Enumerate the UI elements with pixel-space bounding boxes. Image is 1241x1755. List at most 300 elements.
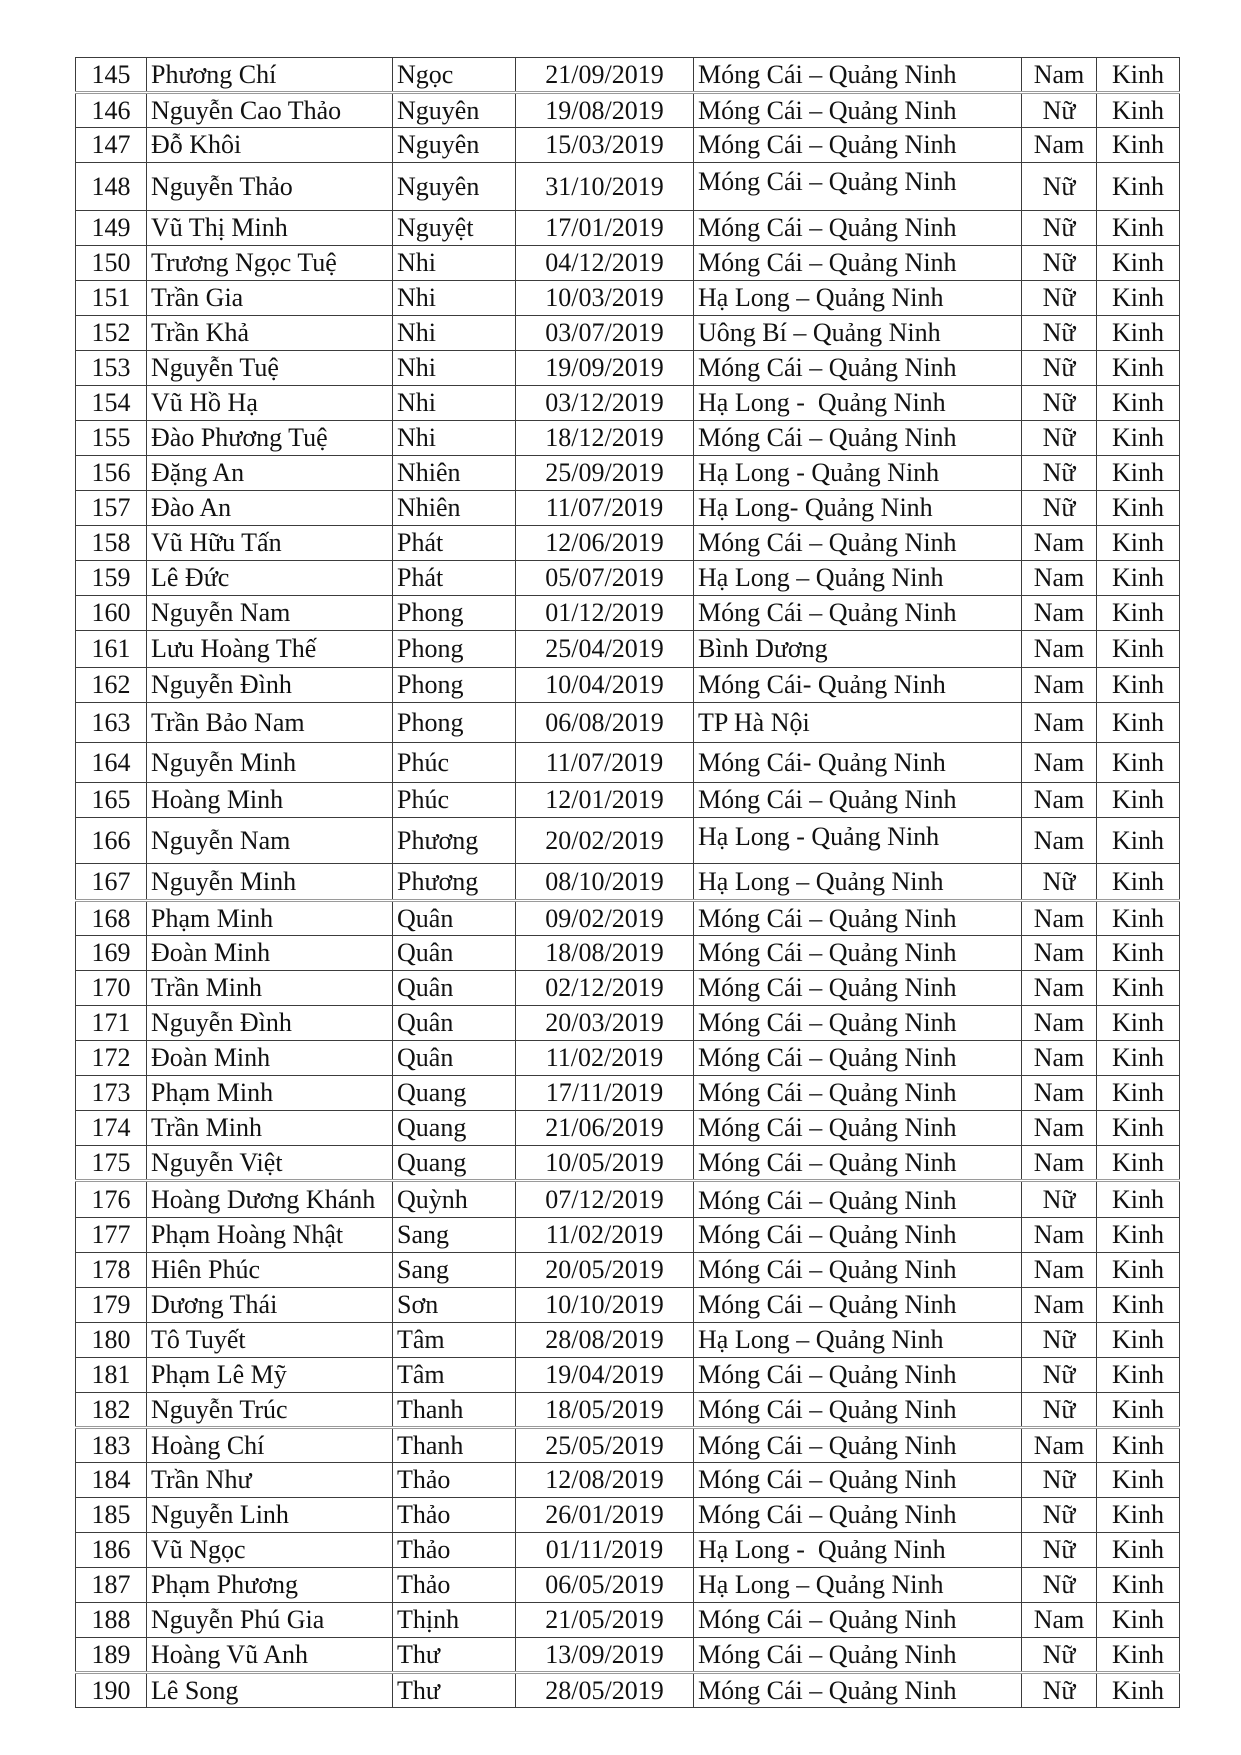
ethnicity-cell: Kinh — [1097, 743, 1180, 783]
ethnicity-cell: Kinh — [1097, 561, 1180, 596]
birthplace-cell: Móng Cái – Quảng Ninh — [694, 1638, 1022, 1673]
gender-cell: Nữ — [1022, 1568, 1097, 1603]
gender-cell: Nữ — [1022, 281, 1097, 316]
date-of-birth-cell: 21/06/2019 — [516, 1111, 694, 1146]
family-middle-name-cell: Nguyễn Đình — [147, 668, 393, 703]
date-of-birth-cell: 31/10/2019 — [516, 163, 694, 211]
gender-cell: Nam — [1022, 783, 1097, 818]
date-of-birth-cell: 19/04/2019 — [516, 1358, 694, 1393]
ethnicity-cell: Kinh — [1097, 281, 1180, 316]
family-middle-name-cell: Lê Song — [147, 1673, 393, 1708]
gender-cell: Nam — [1022, 971, 1097, 1006]
family-middle-name-cell: Đào Phương Tuệ — [147, 421, 393, 456]
ethnicity-cell: Kinh — [1097, 1146, 1180, 1181]
ethnicity-cell: Kinh — [1097, 316, 1180, 351]
given-name-cell: Quỳnh — [393, 1181, 516, 1218]
table-row — [76, 491, 1180, 526]
family-middle-name-cell: Nguyễn Việt — [147, 1146, 393, 1181]
table-row — [76, 526, 1180, 561]
given-name-cell: Nhi — [393, 316, 516, 351]
family-middle-name-cell: Đoàn Minh — [147, 936, 393, 971]
table-row — [76, 1218, 1180, 1253]
birthplace-cell: Móng Cái – Quảng Ninh — [694, 128, 1022, 163]
row-number-cell: 162 — [76, 668, 147, 703]
birthplace-cell: Móng Cái – Quảng Ninh — [694, 211, 1022, 246]
table-row — [76, 1568, 1180, 1603]
birthplace-cell: Hạ Long - Quảng Ninh — [694, 456, 1022, 491]
birthplace-cell: TP Hà Nội — [694, 703, 1022, 743]
table-row — [76, 1111, 1180, 1146]
family-middle-name-cell: Trần Minh — [147, 971, 393, 1006]
date-of-birth-cell: 12/08/2019 — [516, 1463, 694, 1498]
date-of-birth-cell: 12/06/2019 — [516, 526, 694, 561]
birthplace-cell: Móng Cái – Quảng Ninh — [694, 1498, 1022, 1533]
birthplace-cell: Hạ Long – Quảng Ninh — [694, 1568, 1022, 1603]
given-name-cell: Nguyên — [393, 93, 516, 128]
row-number-cell: 174 — [76, 1111, 147, 1146]
family-middle-name-cell: Hoàng Dương Khánh — [147, 1181, 393, 1218]
table-row — [76, 668, 1180, 703]
given-name-cell: Tâm — [393, 1323, 516, 1358]
ethnicity-cell: Kinh — [1097, 1393, 1180, 1428]
gender-cell: Nam — [1022, 561, 1097, 596]
table-row — [76, 1463, 1180, 1498]
given-name-cell: Thanh — [393, 1393, 516, 1428]
row-number-cell: 175 — [76, 1146, 147, 1181]
gender-cell: Nữ — [1022, 421, 1097, 456]
row-number-cell: 147 — [76, 128, 147, 163]
birthplace-cell: Móng Cái – Quảng Ninh — [694, 1393, 1022, 1428]
table-row — [76, 1323, 1180, 1358]
row-number-cell: 173 — [76, 1076, 147, 1111]
birthplace-cell: Móng Cái – Quảng Ninh — [694, 1463, 1022, 1498]
family-middle-name-cell: Vũ Thị Minh — [147, 211, 393, 246]
family-middle-name-cell: Trần Gia — [147, 281, 393, 316]
ethnicity-cell: Kinh — [1097, 596, 1180, 631]
gender-cell: Nam — [1022, 1253, 1097, 1288]
birthplace-cell: Móng Cái – Quảng Ninh — [694, 783, 1022, 818]
date-of-birth-cell: 19/09/2019 — [516, 351, 694, 386]
birthplace-cell: Móng Cái – Quảng Ninh — [694, 971, 1022, 1006]
given-name-cell: Quang — [393, 1146, 516, 1181]
family-middle-name-cell: Phương Chí — [147, 58, 393, 93]
table-row — [76, 1533, 1180, 1568]
row-number-cell: 170 — [76, 971, 147, 1006]
ethnicity-cell: Kinh — [1097, 668, 1180, 703]
date-of-birth-cell: 10/04/2019 — [516, 668, 694, 703]
family-middle-name-cell: Nguyễn Phú Gia — [147, 1603, 393, 1638]
table-row — [76, 163, 1180, 211]
ethnicity-cell: Kinh — [1097, 1673, 1180, 1708]
birthplace-cell: Hạ Long - Quảng Ninh — [694, 1533, 1022, 1568]
gender-cell: Nam — [1022, 1428, 1097, 1463]
given-name-cell: Phong — [393, 596, 516, 631]
ethnicity-cell: Kinh — [1097, 351, 1180, 386]
row-number-cell: 167 — [76, 864, 147, 901]
family-middle-name-cell: Trần Bảo Nam — [147, 703, 393, 743]
row-number-cell: 186 — [76, 1533, 147, 1568]
given-name-cell: Quang — [393, 1111, 516, 1146]
given-name-cell: Sang — [393, 1253, 516, 1288]
given-name-cell: Phong — [393, 703, 516, 743]
given-name-cell: Thư — [393, 1638, 516, 1673]
ethnicity-cell: Kinh — [1097, 901, 1180, 936]
date-of-birth-cell: 06/05/2019 — [516, 1568, 694, 1603]
row-number-cell: 190 — [76, 1673, 147, 1708]
gender-cell: Nam — [1022, 1041, 1097, 1076]
gender-cell: Nam — [1022, 1006, 1097, 1041]
gender-cell: Nữ — [1022, 1498, 1097, 1533]
ethnicity-cell: Kinh — [1097, 1463, 1180, 1498]
birthplace-cell: Hạ Long – Quảng Ninh — [694, 561, 1022, 596]
table-row — [76, 596, 1180, 631]
gender-cell: Nữ — [1022, 456, 1097, 491]
family-middle-name-cell: Hoàng Vũ Anh — [147, 1638, 393, 1673]
given-name-cell: Nguyên — [393, 163, 516, 211]
date-of-birth-cell: 25/04/2019 — [516, 631, 694, 668]
birthplace-cell: Móng Cái – Quảng Ninh — [694, 1111, 1022, 1146]
table-row — [76, 561, 1180, 596]
given-name-cell: Phong — [393, 631, 516, 668]
ethnicity-cell: Kinh — [1097, 818, 1180, 864]
family-middle-name-cell: Phạm Minh — [147, 901, 393, 936]
row-number-cell: 154 — [76, 386, 147, 421]
date-of-birth-cell: 20/02/2019 — [516, 818, 694, 864]
date-of-birth-cell: 07/12/2019 — [516, 1181, 694, 1218]
table-row — [76, 211, 1180, 246]
date-of-birth-cell: 05/07/2019 — [516, 561, 694, 596]
given-name-cell: Nhi — [393, 351, 516, 386]
table-row — [76, 1181, 1180, 1218]
gender-cell: Nam — [1022, 128, 1097, 163]
table-row — [76, 631, 1180, 668]
birthplace-cell: Móng Cái – Quảng Ninh — [694, 421, 1022, 456]
ethnicity-cell: Kinh — [1097, 1498, 1180, 1533]
date-of-birth-cell: 25/05/2019 — [516, 1428, 694, 1463]
birthplace-cell: Móng Cái – Quảng Ninh — [694, 246, 1022, 281]
gender-cell: Nam — [1022, 936, 1097, 971]
family-middle-name-cell: Nguyễn Đình — [147, 1006, 393, 1041]
given-name-cell: Thảo — [393, 1533, 516, 1568]
table-row — [76, 1006, 1180, 1041]
family-middle-name-cell: Đoàn Minh — [147, 1041, 393, 1076]
date-of-birth-cell: 10/05/2019 — [516, 1146, 694, 1181]
row-number-cell: 178 — [76, 1253, 147, 1288]
date-of-birth-cell: 21/09/2019 — [516, 58, 694, 93]
birthplace-cell: Hạ Long – Quảng Ninh — [694, 281, 1022, 316]
given-name-cell: Thảo — [393, 1568, 516, 1603]
given-name-cell: Nhiên — [393, 456, 516, 491]
ethnicity-cell: Kinh — [1097, 703, 1180, 743]
date-of-birth-cell: 20/05/2019 — [516, 1253, 694, 1288]
table-row — [76, 1603, 1180, 1638]
birthplace-cell: Móng Cái – Quảng Ninh — [694, 1358, 1022, 1393]
birthplace-cell: Hạ Long - Quảng Ninh — [694, 386, 1022, 421]
given-name-cell: Phong — [393, 668, 516, 703]
gender-cell: Nam — [1022, 743, 1097, 783]
table-row — [76, 386, 1180, 421]
family-middle-name-cell: Phạm Hoàng Nhật — [147, 1218, 393, 1253]
date-of-birth-cell: 11/02/2019 — [516, 1218, 694, 1253]
family-middle-name-cell: Nguyễn Minh — [147, 864, 393, 901]
family-middle-name-cell: Hoàng Minh — [147, 783, 393, 818]
table-row — [76, 1498, 1180, 1533]
given-name-cell: Phương — [393, 864, 516, 901]
birthplace-cell: Móng Cái – Quảng Ninh — [694, 936, 1022, 971]
family-middle-name-cell: Phạm Minh — [147, 1076, 393, 1111]
gender-cell: Nữ — [1022, 386, 1097, 421]
row-number-cell: 145 — [76, 58, 147, 93]
gender-cell: Nam — [1022, 1603, 1097, 1638]
date-of-birth-cell: 01/11/2019 — [516, 1533, 694, 1568]
table-row — [76, 58, 1180, 93]
given-name-cell: Quang — [393, 1076, 516, 1111]
birthplace-cell: Móng Cái – Quảng Ninh — [694, 58, 1022, 93]
birthplace-cell: Móng Cái – Quảng Ninh — [694, 596, 1022, 631]
birthplace-cell: Móng Cái – Quảng Ninh — [694, 1181, 1022, 1218]
gender-cell: Nữ — [1022, 351, 1097, 386]
row-number-cell: 159 — [76, 561, 147, 596]
ethnicity-cell: Kinh — [1097, 386, 1180, 421]
family-middle-name-cell: Tô Tuyết — [147, 1323, 393, 1358]
birthplace-cell: Móng Cái – Quảng Ninh — [694, 1673, 1022, 1708]
birthplace-cell: Bình Dương — [694, 631, 1022, 668]
ethnicity-cell: Kinh — [1097, 1638, 1180, 1673]
birthplace-cell: Hạ Long- Quảng Ninh — [694, 491, 1022, 526]
row-number-cell: 149 — [76, 211, 147, 246]
row-number-cell: 165 — [76, 783, 147, 818]
gender-cell: Nữ — [1022, 1673, 1097, 1708]
gender-cell: Nữ — [1022, 1358, 1097, 1393]
given-name-cell: Phát — [393, 526, 516, 561]
birthplace-cell: Móng Cái – Quảng Ninh — [694, 1603, 1022, 1638]
row-number-cell: 160 — [76, 596, 147, 631]
date-of-birth-cell: 28/08/2019 — [516, 1323, 694, 1358]
row-number-cell: 182 — [76, 1393, 147, 1428]
ethnicity-cell: Kinh — [1097, 1218, 1180, 1253]
table-row — [76, 1076, 1180, 1111]
row-number-cell: 187 — [76, 1568, 147, 1603]
given-name-cell: Thảo — [393, 1498, 516, 1533]
birthplace-cell: Móng Cái- Quảng Ninh — [694, 668, 1022, 703]
gender-cell: Nam — [1022, 1111, 1097, 1146]
ethnicity-cell: Kinh — [1097, 1111, 1180, 1146]
gender-cell: Nữ — [1022, 93, 1097, 128]
ethnicity-cell: Kinh — [1097, 163, 1180, 211]
birthplace-cell: Móng Cái – Quảng Ninh — [694, 1218, 1022, 1253]
birthplace-cell: Móng Cái- Quảng Ninh — [694, 743, 1022, 783]
row-number-cell: 166 — [76, 818, 147, 864]
family-middle-name-cell: Lưu Hoàng Thế — [147, 631, 393, 668]
birthplace-cell: Móng Cái – Quảng Ninh — [694, 526, 1022, 561]
ethnicity-cell: Kinh — [1097, 971, 1180, 1006]
ethnicity-cell: Kinh — [1097, 1358, 1180, 1393]
row-number-cell: 188 — [76, 1603, 147, 1638]
row-number-cell: 164 — [76, 743, 147, 783]
row-number-cell: 181 — [76, 1358, 147, 1393]
family-middle-name-cell: Nguyễn Trúc — [147, 1393, 393, 1428]
gender-cell: Nữ — [1022, 316, 1097, 351]
ethnicity-cell: Kinh — [1097, 93, 1180, 128]
ethnicity-cell: Kinh — [1097, 1041, 1180, 1076]
birthplace-cell: Hạ Long - Quảng Ninh — [694, 818, 1022, 864]
family-middle-name-cell: Nguyễn Tuệ — [147, 351, 393, 386]
date-of-birth-cell: 10/10/2019 — [516, 1288, 694, 1323]
gender-cell: Nam — [1022, 1288, 1097, 1323]
given-name-cell: Quân — [393, 901, 516, 936]
row-number-cell: 180 — [76, 1323, 147, 1358]
date-of-birth-cell: 04/12/2019 — [516, 246, 694, 281]
ethnicity-cell: Kinh — [1097, 1428, 1180, 1463]
row-number-cell: 148 — [76, 163, 147, 211]
row-number-cell: 146 — [76, 93, 147, 128]
gender-cell: Nam — [1022, 703, 1097, 743]
given-name-cell: Nguyệt — [393, 211, 516, 246]
gender-cell: Nữ — [1022, 211, 1097, 246]
date-of-birth-cell: 18/08/2019 — [516, 936, 694, 971]
birthplace-cell: Móng Cái – Quảng Ninh — [694, 1253, 1022, 1288]
table-row — [76, 1428, 1180, 1463]
given-name-cell: Ngọc — [393, 58, 516, 93]
ethnicity-cell: Kinh — [1097, 1288, 1180, 1323]
given-name-cell: Nhi — [393, 421, 516, 456]
given-name-cell: Nguyên — [393, 128, 516, 163]
row-number-cell: 184 — [76, 1463, 147, 1498]
family-middle-name-cell: Nguyễn Nam — [147, 596, 393, 631]
given-name-cell: Nhi — [393, 281, 516, 316]
birthplace-cell: Móng Cái – Quảng Ninh — [694, 1288, 1022, 1323]
ethnicity-cell: Kinh — [1097, 1323, 1180, 1358]
records-table — [75, 57, 1180, 1708]
table-row — [76, 743, 1180, 783]
table-row — [76, 971, 1180, 1006]
given-name-cell: Thảo — [393, 1463, 516, 1498]
ethnicity-cell: Kinh — [1097, 936, 1180, 971]
given-name-cell: Phát — [393, 561, 516, 596]
date-of-birth-cell: 11/07/2019 — [516, 491, 694, 526]
given-name-cell: Nhi — [393, 386, 516, 421]
birthplace-cell: Móng Cái – Quảng Ninh — [694, 901, 1022, 936]
given-name-cell: Nhiên — [393, 491, 516, 526]
ethnicity-cell: Kinh — [1097, 1076, 1180, 1111]
gender-cell: Nữ — [1022, 1181, 1097, 1218]
table-row — [76, 936, 1180, 971]
date-of-birth-cell: 03/07/2019 — [516, 316, 694, 351]
table-row — [76, 93, 1180, 128]
given-name-cell: Quân — [393, 971, 516, 1006]
date-of-birth-cell: 11/02/2019 — [516, 1041, 694, 1076]
row-number-cell: 155 — [76, 421, 147, 456]
row-number-cell: 156 — [76, 456, 147, 491]
date-of-birth-cell: 15/03/2019 — [516, 128, 694, 163]
ethnicity-cell: Kinh — [1097, 1568, 1180, 1603]
given-name-cell: Quân — [393, 936, 516, 971]
gender-cell: Nam — [1022, 596, 1097, 631]
gender-cell: Nam — [1022, 668, 1097, 703]
table-row — [76, 1393, 1180, 1428]
birthplace-cell: Móng Cái – Quảng Ninh — [694, 351, 1022, 386]
family-middle-name-cell: Lê Đức — [147, 561, 393, 596]
table-row — [76, 703, 1180, 743]
birthplace-cell: Móng Cái – Quảng Ninh — [694, 163, 1022, 211]
ethnicity-cell: Kinh — [1097, 58, 1180, 93]
family-middle-name-cell: Trần Minh — [147, 1111, 393, 1146]
ethnicity-cell: Kinh — [1097, 211, 1180, 246]
given-name-cell: Tâm — [393, 1358, 516, 1393]
family-middle-name-cell: Phạm Lê Mỹ — [147, 1358, 393, 1393]
ethnicity-cell: Kinh — [1097, 456, 1180, 491]
table-row — [76, 316, 1180, 351]
given-name-cell: Thư — [393, 1673, 516, 1708]
table-row — [76, 864, 1180, 901]
date-of-birth-cell: 25/09/2019 — [516, 456, 694, 491]
row-number-cell: 189 — [76, 1638, 147, 1673]
given-name-cell: Thanh — [393, 1428, 516, 1463]
birthplace-cell: Móng Cái – Quảng Ninh — [694, 1041, 1022, 1076]
family-middle-name-cell: Hoàng Chí — [147, 1428, 393, 1463]
gender-cell: Nữ — [1022, 1323, 1097, 1358]
row-number-cell: 169 — [76, 936, 147, 971]
row-number-cell: 172 — [76, 1041, 147, 1076]
gender-cell: Nữ — [1022, 491, 1097, 526]
given-name-cell: Phúc — [393, 783, 516, 818]
family-middle-name-cell: Dương Thái — [147, 1288, 393, 1323]
ethnicity-cell: Kinh — [1097, 783, 1180, 818]
table-row — [76, 1253, 1180, 1288]
gender-cell: Nam — [1022, 1146, 1097, 1181]
ethnicity-cell: Kinh — [1097, 1181, 1180, 1218]
row-number-cell: 152 — [76, 316, 147, 351]
family-middle-name-cell: Đào An — [147, 491, 393, 526]
family-middle-name-cell: Trần Như — [147, 1463, 393, 1498]
family-middle-name-cell: Đỗ Khôi — [147, 128, 393, 163]
table-row — [76, 1041, 1180, 1076]
date-of-birth-cell: 09/02/2019 — [516, 901, 694, 936]
table-row — [76, 351, 1180, 386]
row-number-cell: 158 — [76, 526, 147, 561]
row-number-cell: 177 — [76, 1218, 147, 1253]
row-number-cell: 157 — [76, 491, 147, 526]
family-middle-name-cell: Nguyễn Thảo — [147, 163, 393, 211]
birthplace-cell: Móng Cái – Quảng Ninh — [694, 1146, 1022, 1181]
family-middle-name-cell: Nguyễn Nam — [147, 818, 393, 864]
given-name-cell: Phúc — [393, 743, 516, 783]
gender-cell: Nữ — [1022, 246, 1097, 281]
date-of-birth-cell: 18/12/2019 — [516, 421, 694, 456]
date-of-birth-cell: 06/08/2019 — [516, 703, 694, 743]
given-name-cell: Thịnh — [393, 1603, 516, 1638]
family-middle-name-cell: Trương Ngọc Tuệ — [147, 246, 393, 281]
date-of-birth-cell: 11/07/2019 — [516, 743, 694, 783]
birthplace-cell: Uông Bí – Quảng Ninh — [694, 316, 1022, 351]
birthplace-cell: Móng Cái – Quảng Ninh — [694, 93, 1022, 128]
family-middle-name-cell: Trần Khả — [147, 316, 393, 351]
gender-cell: Nam — [1022, 1218, 1097, 1253]
family-middle-name-cell: Đặng An — [147, 456, 393, 491]
date-of-birth-cell: 20/03/2019 — [516, 1006, 694, 1041]
ethnicity-cell: Kinh — [1097, 631, 1180, 668]
table-row — [76, 1146, 1180, 1181]
ethnicity-cell: Kinh — [1097, 864, 1180, 901]
gender-cell: Nữ — [1022, 864, 1097, 901]
family-middle-name-cell: Hiên Phúc — [147, 1253, 393, 1288]
ethnicity-cell: Kinh — [1097, 246, 1180, 281]
ethnicity-cell: Kinh — [1097, 1603, 1180, 1638]
date-of-birth-cell: 13/09/2019 — [516, 1638, 694, 1673]
row-number-cell: 171 — [76, 1006, 147, 1041]
table-row — [76, 1288, 1180, 1323]
table-row — [76, 128, 1180, 163]
